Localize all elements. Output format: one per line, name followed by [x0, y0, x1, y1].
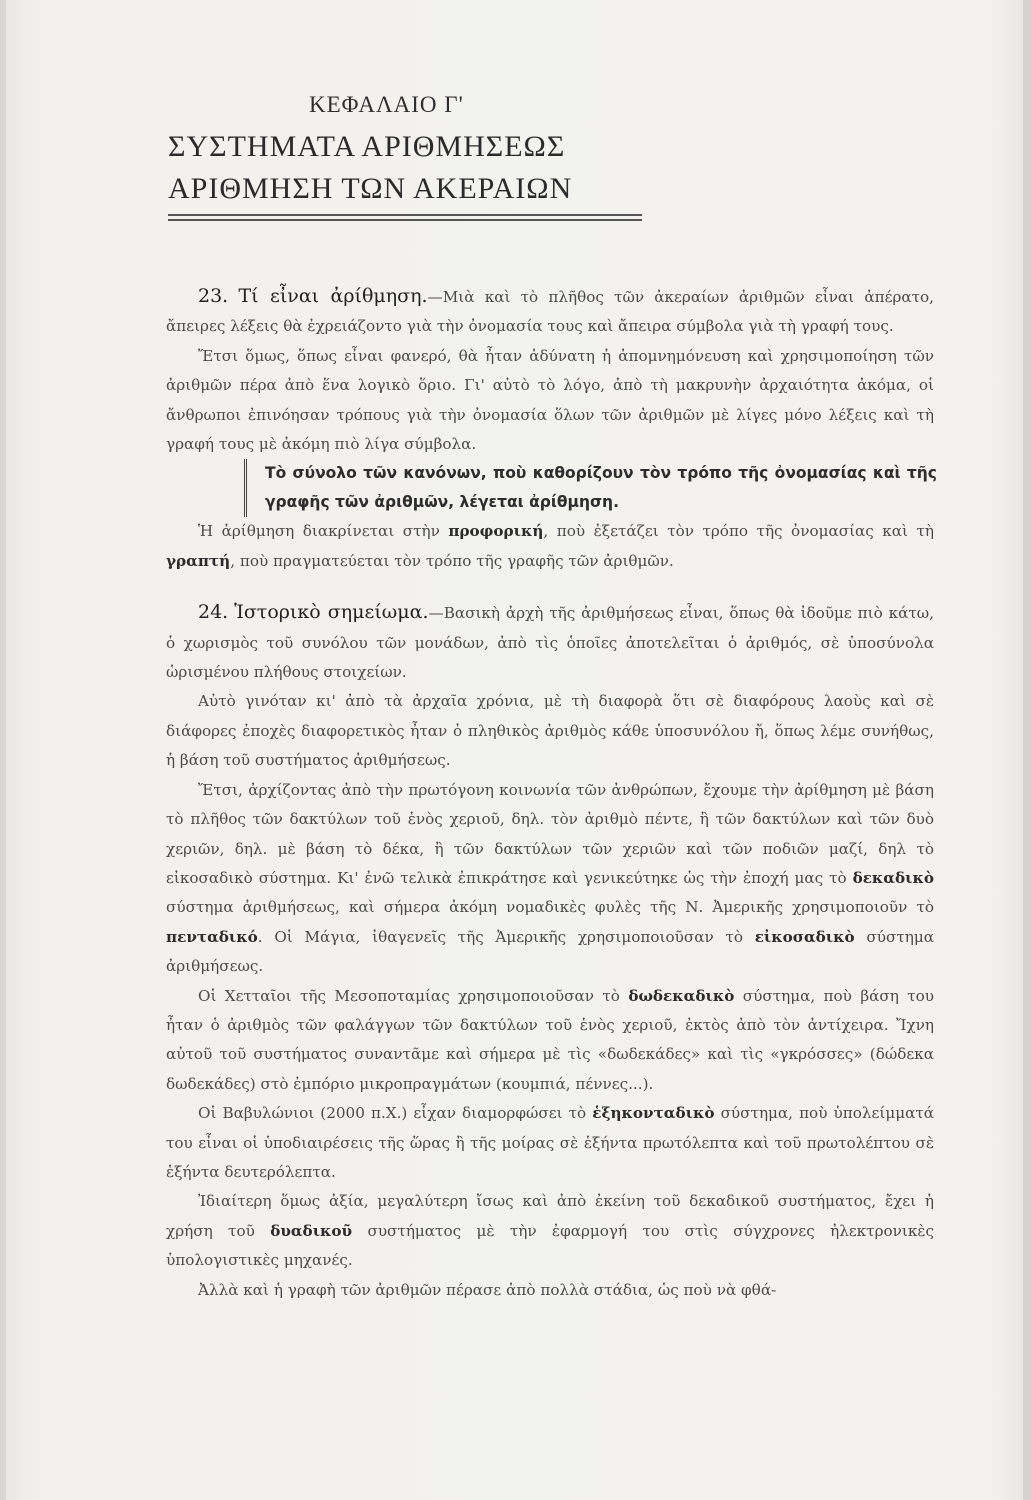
page-right-edge — [1023, 0, 1031, 1500]
page-body — [166, 282, 937, 1305]
section-24-number: 24. — [198, 601, 229, 624]
section-23-number: 23. — [198, 285, 229, 307]
section-24-heading: Ἱστορικὸ σημείωμα. — [234, 601, 429, 624]
chapter-label: ΚΕΦΑΛΑΙΟ Γ' — [309, 92, 464, 117]
chapter-title-line-2: ΑΡΙΘΜΗΣΗ ΤΩΝ ΑΚΕΡΑΙΩΝ — [168, 172, 573, 205]
section-24-paragraph-4: Οἱ Χετταῖοι τῆς Μεσοποταμίας χρησιμοποιοῦσαν τὸ δωδεκαδικὸ σύστημα, ποὺ βάση του ἦταν ὁ ἀριθμὸς τῶν φαλάγγων τῶν δακτύλων τοῦ ἑνὸς χεριοῦ, ἐκτὸς ἀπὸ τὸν ἀντίχειρα. Ἴχνη αὐτοῦ τοῦ συστήματος συναντᾶμε καὶ σήμερα μὲ τὶς «δωδεκάδες» καὶ τὶς «γκρόσσες» (δώδεκα δωδεκάδες) στὸ ἐμπόριο μικροπραγμάτων (κουμπιά, πέννες...). — [166, 986, 934, 1093]
section-24-paragraph-2: Αὐτὸ γινόταν κι' ἀπὸ τὰ ἀρχαῖα χρόνια, μὲ τὴ διαφορὰ ὅτι σὲ διαφόρους λαοὺς καὶ σὲ διάφορες ἐποχὲς διαφορετικὸς ἦταν ὁ πληθικὸς ἀριθμὸς κάθε ὑποσυνόλου ἤ, ὅπως λέμε συνήθως, ἡ βάση τοῦ συστήματος ἀριθμήσεως. — [166, 692, 934, 770]
title-rule-top — [168, 214, 642, 216]
section-24-paragraph-6: Ἰδιαίτερη ὅμως ἀξία, μεγαλύτερη ἴσως καὶ ἀπὸ ἐκείνη τοῦ δεκαδικοῦ συστήματος, ἔχει ἡ χρήση τοῦ δυαδικοῦ συστήματος μὲ τὴν ἐφαρμογή του στὶς σύγχρονες ἠλεκτρονικὲς ὑπολογιστικὲς μηχανές. — [166, 1192, 934, 1270]
chapter-title-line-1: ΣΥΣΤΗΜΑΤΑ ΑΡΙΘΜΗΣΕΩΣ — [168, 130, 566, 163]
section-24-paragraph-3: Ἔτσι, ἀρχίζοντας ἀπὸ τὴν πρωτόγονη κοινωνία τῶν ἀνθρώπων, ἔχουμε τὴν ἀρίθμηση μὲ βάση τὸ πλῆθος τῶν δακτύλων τοῦ ἑνὸς χεριοῦ, δηλ. τὸν ἀριθμὸ πέντε, ἢ τῶν δακτύλων καὶ τῶν δυὸ χεριῶν, δηλ. μὲ βάση τὸ δέκα, ἢ τῶν δακτύλων τῶν χεριῶν καὶ τῶν ποδιῶν μαζί, δηλ τὸ εἰκοσαδικὸ σύστημα. Κι' ἐνῶ τελικὰ ἐπικράτησε καὶ γενικεύτηκε ὡς τὴν ἐποχή μας τὸ δεκαδικὸ σύστημα ἀριθμήσεως, καὶ σήμερα ἀκόμη νομαδικὲς φυλὲς τῆς Ν. Ἀμερικῆς χρησιμοποιοῦν τὸ πενταδικό. Οἱ Μάγια, ἰθαγενεῖς τῆς Ἀμερικῆς χρησιμοποιοῦσαν τὸ εἰκοσαδικὸ σύστημα ἀριθμήσεως. — [166, 780, 934, 976]
page-left-edge — [0, 0, 6, 1500]
title-rule-bottom — [168, 219, 642, 221]
section-23-paragraph-2: Ἔτσι ὅμως, ὅπως εἶναι φανερό, θὰ ἦταν ἀδύνατη ἡ ἀπομνημόνευση καὶ χρησιμοποίηση τῶν ἀριθμῶν πέρα ἀπὸ ἕνα λογικὸ ὅριο. Γι' αὐτὸ τὸ λόγο, ἀπὸ τὴ μακρυνὴν ἀρχαιότητα ἀκόμα, οἱ ἄνθρωποι ἐπινόησαν τρόπους γιὰ τὴν ὀνομασία ὅλων τῶν ἀριθμῶν μὲ λίγες μόνο λέξεις καὶ τὴ γραφή τους μὲ ἀκόμη πιὸ λίγα σύμβολα. — [166, 346, 934, 454]
section-23-heading: Τί εἶναι ἀρίθμηση. — [238, 285, 428, 307]
section-23-paragraph-3: Ἡ ἀρίθμηση διακρίνεται στὴν προφορική, ποὺ ἐξετάζει τὸν τρόπο τῆς ὀνομασίας καὶ τὴ γραπτή, ποὺ πραγματεύεται τὸν τρόπο τῆς γραφῆς τῶν ἀριθμῶν. — [166, 522, 934, 570]
section-24-paragraph-7: Ἀλλὰ καὶ ἡ γραφὴ τῶν ἀριθμῶν πέρασε ἀπὸ πολλὰ στάδια, ὡς ποὺ νὰ φθά- — [198, 1280, 777, 1299]
definition-box: Τὸ σύνολο τῶν κανόνων, ποὺ καθορίζουν τὸν τρόπο τῆς ὀνομασίας καὶ τῆς γραφῆς τῶν ἀριθμῶν, λέγεται ἀρίθμηση. — [244, 459, 937, 517]
section-24-paragraph-1: 24. Ἱστορικὸ σημείωμα.—Βασικὴ ἀρχὴ τῆς ἀριθμήσεως εἶναι, ὅπως θὰ ἰδοῦμε πιὸ κάτω, ὁ χωρισμὸς τοῦ συνόλου τῶν μονάδων, ἀπὸ τὶς ὁποῖες ἀποτελεῖται ὁ ἀριθμός, σὲ ὑποσύνολα ὡρισμένου πλήθους στοιχείων. — [166, 601, 934, 682]
section-23-paragraph-1: 23. Τί εἶναι ἀρίθμηση.—Μιὰ καὶ τὸ πλῆθος τῶν ἀκεραίων ἀριθμῶν εἶναι ἀπέρατο, ἄπειρες λέξεις θὰ ἐχρειάζοντο γιὰ τὴν ὀνομασία τους καὶ ἄπειρα σύμβολα γιὰ τὴ γραφή τους. — [166, 285, 935, 336]
section-24-paragraph-5: Οἱ Βαβυλώνιοι (2000 π.Χ.) εἶχαν διαμορφώσει τὸ ἑξηκονταδικὸ σύστημα, ποὺ ὑπολείμματά του εἶναι οἱ ὑποδιαιρέσεις τῆς ὥρας ἢ τῆς μοίρας σὲ ἑξήντα πρωτόλεπτα καὶ τοῦ πρωτολέπτου σὲ ἑξήντα δευτερόλεπτα. — [166, 1104, 934, 1181]
chapter-header — [168, 92, 630, 210]
